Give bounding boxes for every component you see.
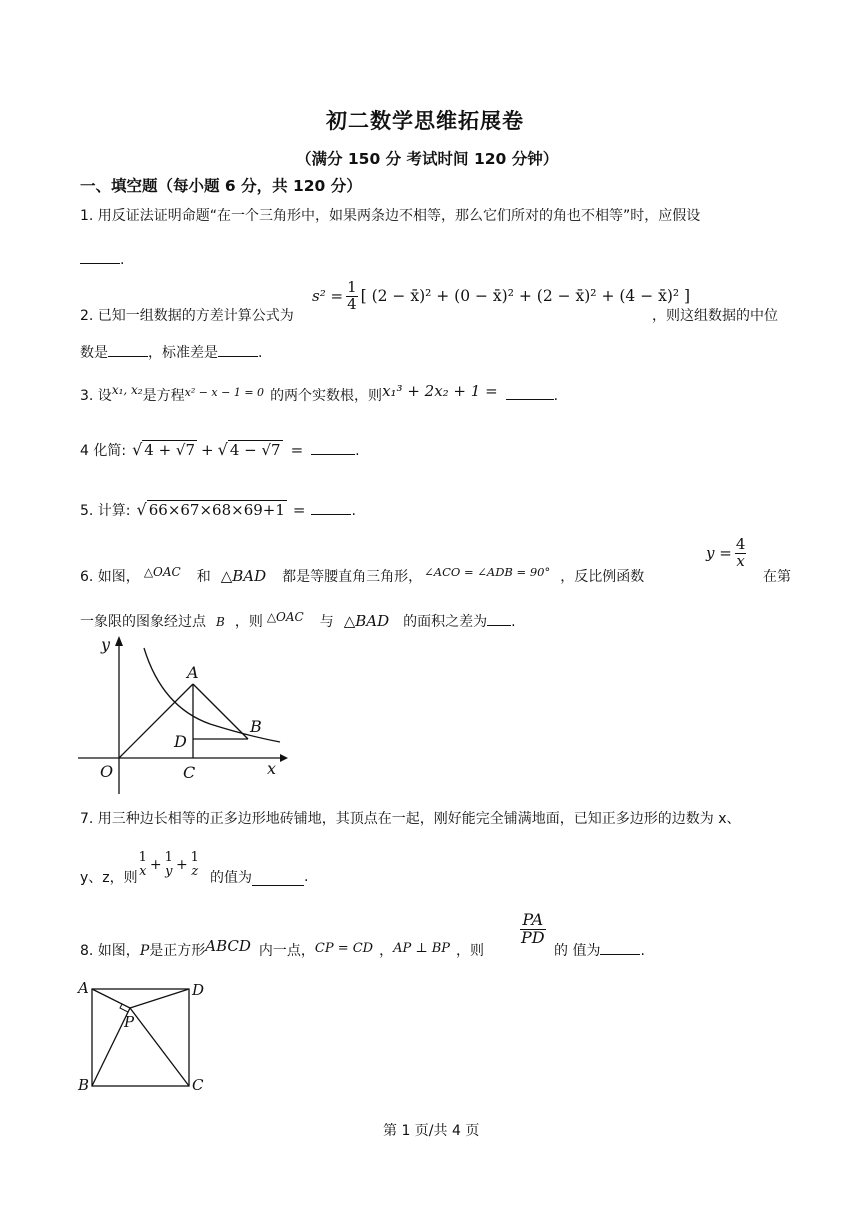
inverse-function: y = $\frac{4}{x}$ [706,535,746,570]
label-d: D [174,732,187,751]
formula-fraction [346,280,358,313]
answer-blank [311,513,351,515]
page-title: 初二数学思维拓展卷 [326,109,524,133]
label-b: B [78,1076,90,1094]
answer-blank [487,624,511,626]
angle-condition: ∠ACO = ∠ADB = 90° [424,565,551,579]
fraction-1-over-x: 1 x [138,850,147,879]
question-3: 3. 设 x₁, x₂ 是方程 x² − x − 1 = 0 的两个实数根，则 x₁³ + 2x₂ + 1 = . [80,382,559,404]
square-outline [92,989,189,1086]
formula-body: [ (2 − x̄)² + (0 − x̄)² + (2 − x̄)² + (4 − x̄)² ] [360,287,691,306]
label-b: B [250,717,262,736]
equation: x² − x − 1 = 0 [184,386,265,399]
root-variables: x₁, x₂ [111,383,143,397]
expression: x₁³ + 2x₂ + 1 = [382,382,498,400]
point-b: B [216,615,225,629]
segment-cp [130,1008,189,1086]
label-a: A [78,979,89,997]
radical-2: 4 − √7 [229,441,281,459]
label-d: D [192,981,205,999]
question-2-prefix: 2. 已知一组数据的方差计算公式为 [80,308,294,324]
figure-inverse-function [70,632,300,802]
point-p: P [139,943,150,959]
formula-lhs: s² = [312,287,344,306]
answer-blank [218,355,258,357]
question-1-text: 1. 用反证法证明命题“在一个三角形中，如果两条边不相等，那么它们所对的角也不相等”时，应假设 [80,208,701,224]
fraction-numerator: 1 [347,278,357,296]
question-4: 4 化简: √ 4 + √7 + √ 4 − √7 = . [80,440,360,459]
question-2-line2: 数是 ，标准差是 . [80,345,263,361]
triangle-oac: △OAC [266,610,304,624]
radical: 66×67×68×69+1 [148,501,285,519]
square-abcd: ABCD [205,937,251,955]
radical-1: 4 + √7 [144,441,196,459]
function-fraction: $\frac{4}{x}$ [735,535,746,570]
label-c: C [183,763,196,782]
label-x: x [267,759,277,778]
answer-blank [311,453,355,455]
y-axis-arrow [115,636,123,646]
segment-ab [193,684,248,739]
page-footer: 第 1 页/共 4 页 [383,1123,480,1139]
question-5: 5. 计算: √ 66×67×68×69+1 = . [80,500,356,519]
answer-blank [600,953,640,955]
page-subtitle: （满分 150 分 考试时间 120 分钟） [296,150,559,168]
variance-formula [312,280,690,313]
segment-dp [130,989,189,1008]
question-7-line1: 7. 用三种边长相等的正多边形地砖铺地，其顶点在一起，刚好能完全铺满地面，已知正多边形的边数为 x、 [80,811,741,827]
fraction-denominator: 4 [347,294,357,313]
answer-blank: . [80,252,124,268]
x-axis-arrow [280,754,288,762]
question-8-suffix: 的 值为 . [554,943,645,959]
label-y: y [101,635,111,654]
question-8: 8. 如图， P 是正方形 ABCD 内一点， CP = CD ， AP ⊥ BP ，则 [80,937,485,959]
label-p: P [124,1013,135,1031]
label-c: C [192,1076,204,1094]
label-o: O [100,762,114,781]
segment-ap [92,989,130,1008]
median-label: 数是 [80,345,108,361]
triangle-bad: △BAD [220,567,267,585]
label-a: A [187,663,199,682]
triangle-oac: △OAC [143,565,181,579]
answer-blank [506,398,554,400]
question-6-suffix: 在第 [763,569,791,585]
question-6-line1: 6. 如图， △OAC 和 △BAD 都是等腰直角三角形， ∠ACO = ∠ADB = 90° ，反比例函数 [80,565,645,585]
figure-square [74,975,214,1095]
question-1 [80,205,700,225]
answer-blank [252,884,304,886]
condition-ap-perp-bp: AP ⊥ BP [393,941,451,956]
condition-cp-cd: CP = CD [314,941,374,956]
question-2-suffix: ，则这组数据的中位 [652,308,778,324]
answer-blank [108,355,148,357]
section-heading: 一、填空题（每小题 6 分，共 120 分） [80,177,362,195]
question-6-line2: 一象限的图象经过点 B ，则 △OAC 与 △BAD 的面积之差为 . [80,610,516,630]
question-7-line2: y、z，则 1 x + 1 y + 1 z 的值为 . [80,850,309,886]
fraction-1-over-z: 1 z [190,850,199,879]
triangle-bad: △BAD [343,612,390,630]
stddev-label: ，标准差是 [148,345,218,361]
ratio-fraction: $\frac{PA}{PD}$ [521,910,545,947]
fraction-1-over-y: 1 y [164,850,173,879]
